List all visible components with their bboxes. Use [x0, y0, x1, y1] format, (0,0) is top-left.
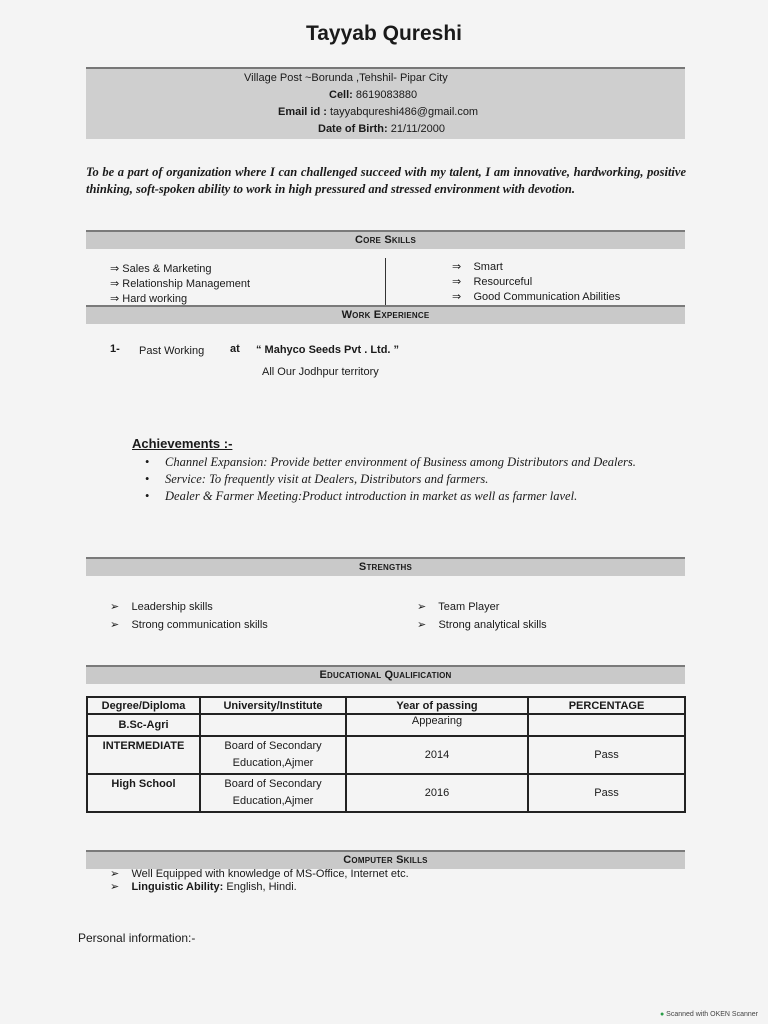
table-cell: Board of Secondary Education,Ajmer: [200, 736, 346, 774]
address: Village Post ~Borunda ,Tehshil- Pipar City: [244, 72, 448, 84]
table-cell: Pass: [528, 736, 685, 774]
achievement-item: • Service: To frequently visit at Dealers, Distributors and farmers.: [165, 471, 688, 488]
education-table: [86, 696, 686, 813]
scanner-watermark: ● Scanned with OKEN Scanner: [659, 1011, 758, 1018]
column-header: Year of passing: [346, 697, 528, 714]
linguistic-line: ➢ Linguistic Ability: English, Hindi.: [110, 881, 297, 893]
work-label: Past Working: [139, 345, 205, 357]
achievements-list: [140, 454, 688, 505]
table-header-row: [87, 697, 685, 714]
table-cell: INTERMEDIATE: [87, 736, 200, 774]
education-heading: Educational Qualification: [86, 665, 685, 684]
work-company: “ Mahyco Seeds Pvt . Ltd. ”: [256, 344, 400, 356]
column-header: PERCENTAGE: [528, 697, 685, 714]
dob-line: Date of Birth: 21/11/2000: [318, 123, 445, 135]
core-skill-left-1: ⇒ Sales & Marketing: [110, 263, 212, 275]
strength-left-1: ➢ Leadership skills: [110, 601, 213, 613]
personal-info-heading: Personal information:-: [78, 931, 196, 945]
table-cell: 2014: [346, 736, 528, 774]
table-row: [87, 774, 685, 812]
achievement-item: • Channel Expansion: Provide better environment of Business among Distributors and Dealers.: [165, 454, 688, 471]
achievement-item: • Dealer & Farmer Meeting:Product introduction in market as well as farmer lavel.: [165, 488, 688, 505]
table-cell: High School: [87, 774, 200, 812]
work-experience-heading: Work Experience: [86, 305, 685, 324]
table-cell: B.Sc-Agri: [87, 714, 200, 736]
core-skill-right-3: ⇒ Good Communication Abilities: [452, 291, 621, 303]
strengths-heading: Strengths: [86, 557, 685, 576]
resume-name: Tayyab Qureshi: [305, 22, 462, 45]
table-cell: [528, 714, 685, 736]
core-skill-right-1: ⇒ Smart: [452, 261, 503, 273]
column-header: Degree/Diploma: [87, 697, 200, 714]
scanner-logo-icon: ●: [659, 1011, 665, 1018]
core-skills-heading: Core Skills: [86, 230, 685, 249]
computer-skills-heading: Computer Skills: [86, 850, 685, 869]
cell-line: Cell: 8619083880: [329, 89, 418, 101]
strength-right-2: ➢ Strong analytical skills: [417, 619, 547, 631]
column-header: University/Institute: [200, 697, 346, 714]
core-skill-right-2: ⇒ Resourceful: [452, 276, 533, 288]
table-cell: Appearing: [346, 714, 528, 736]
strength-left-2: ➢ Strong communication skills: [110, 619, 268, 631]
table-cell: Board of Secondary Education,Ajmer: [200, 774, 346, 812]
work-at: at: [230, 343, 240, 355]
email-line: Email id : tayyabqureshi486@gmail.com: [278, 106, 479, 118]
skills-divider: [385, 258, 386, 306]
table-row: [87, 714, 685, 736]
computer-skill-line: ➢ Well Equipped with knowledge of MS-Office, Internet etc.: [110, 868, 409, 880]
work-number: 1-: [110, 343, 120, 355]
table-cell: [200, 714, 346, 736]
core-skill-left-3: ⇒ Hard working: [110, 293, 188, 305]
work-territory: All Our Jodhpur territory: [262, 366, 379, 378]
contact-box: [86, 67, 685, 139]
core-skill-left-2: ⇒ Relationship Management: [110, 278, 251, 290]
objective: To be a part of organization where I can challenged succeed with my talent, I am innovative, hardworking, positive thinking, soft-spoken ability to work in high pressured and stressed environment with devotion.: [86, 165, 686, 196]
achievements-heading: Achievements :-: [132, 436, 233, 451]
table-cell: Pass: [528, 774, 685, 812]
table-cell: 2016: [346, 774, 528, 812]
strength-right-1: ➢ Team Player: [417, 601, 500, 613]
table-row: [87, 736, 685, 774]
